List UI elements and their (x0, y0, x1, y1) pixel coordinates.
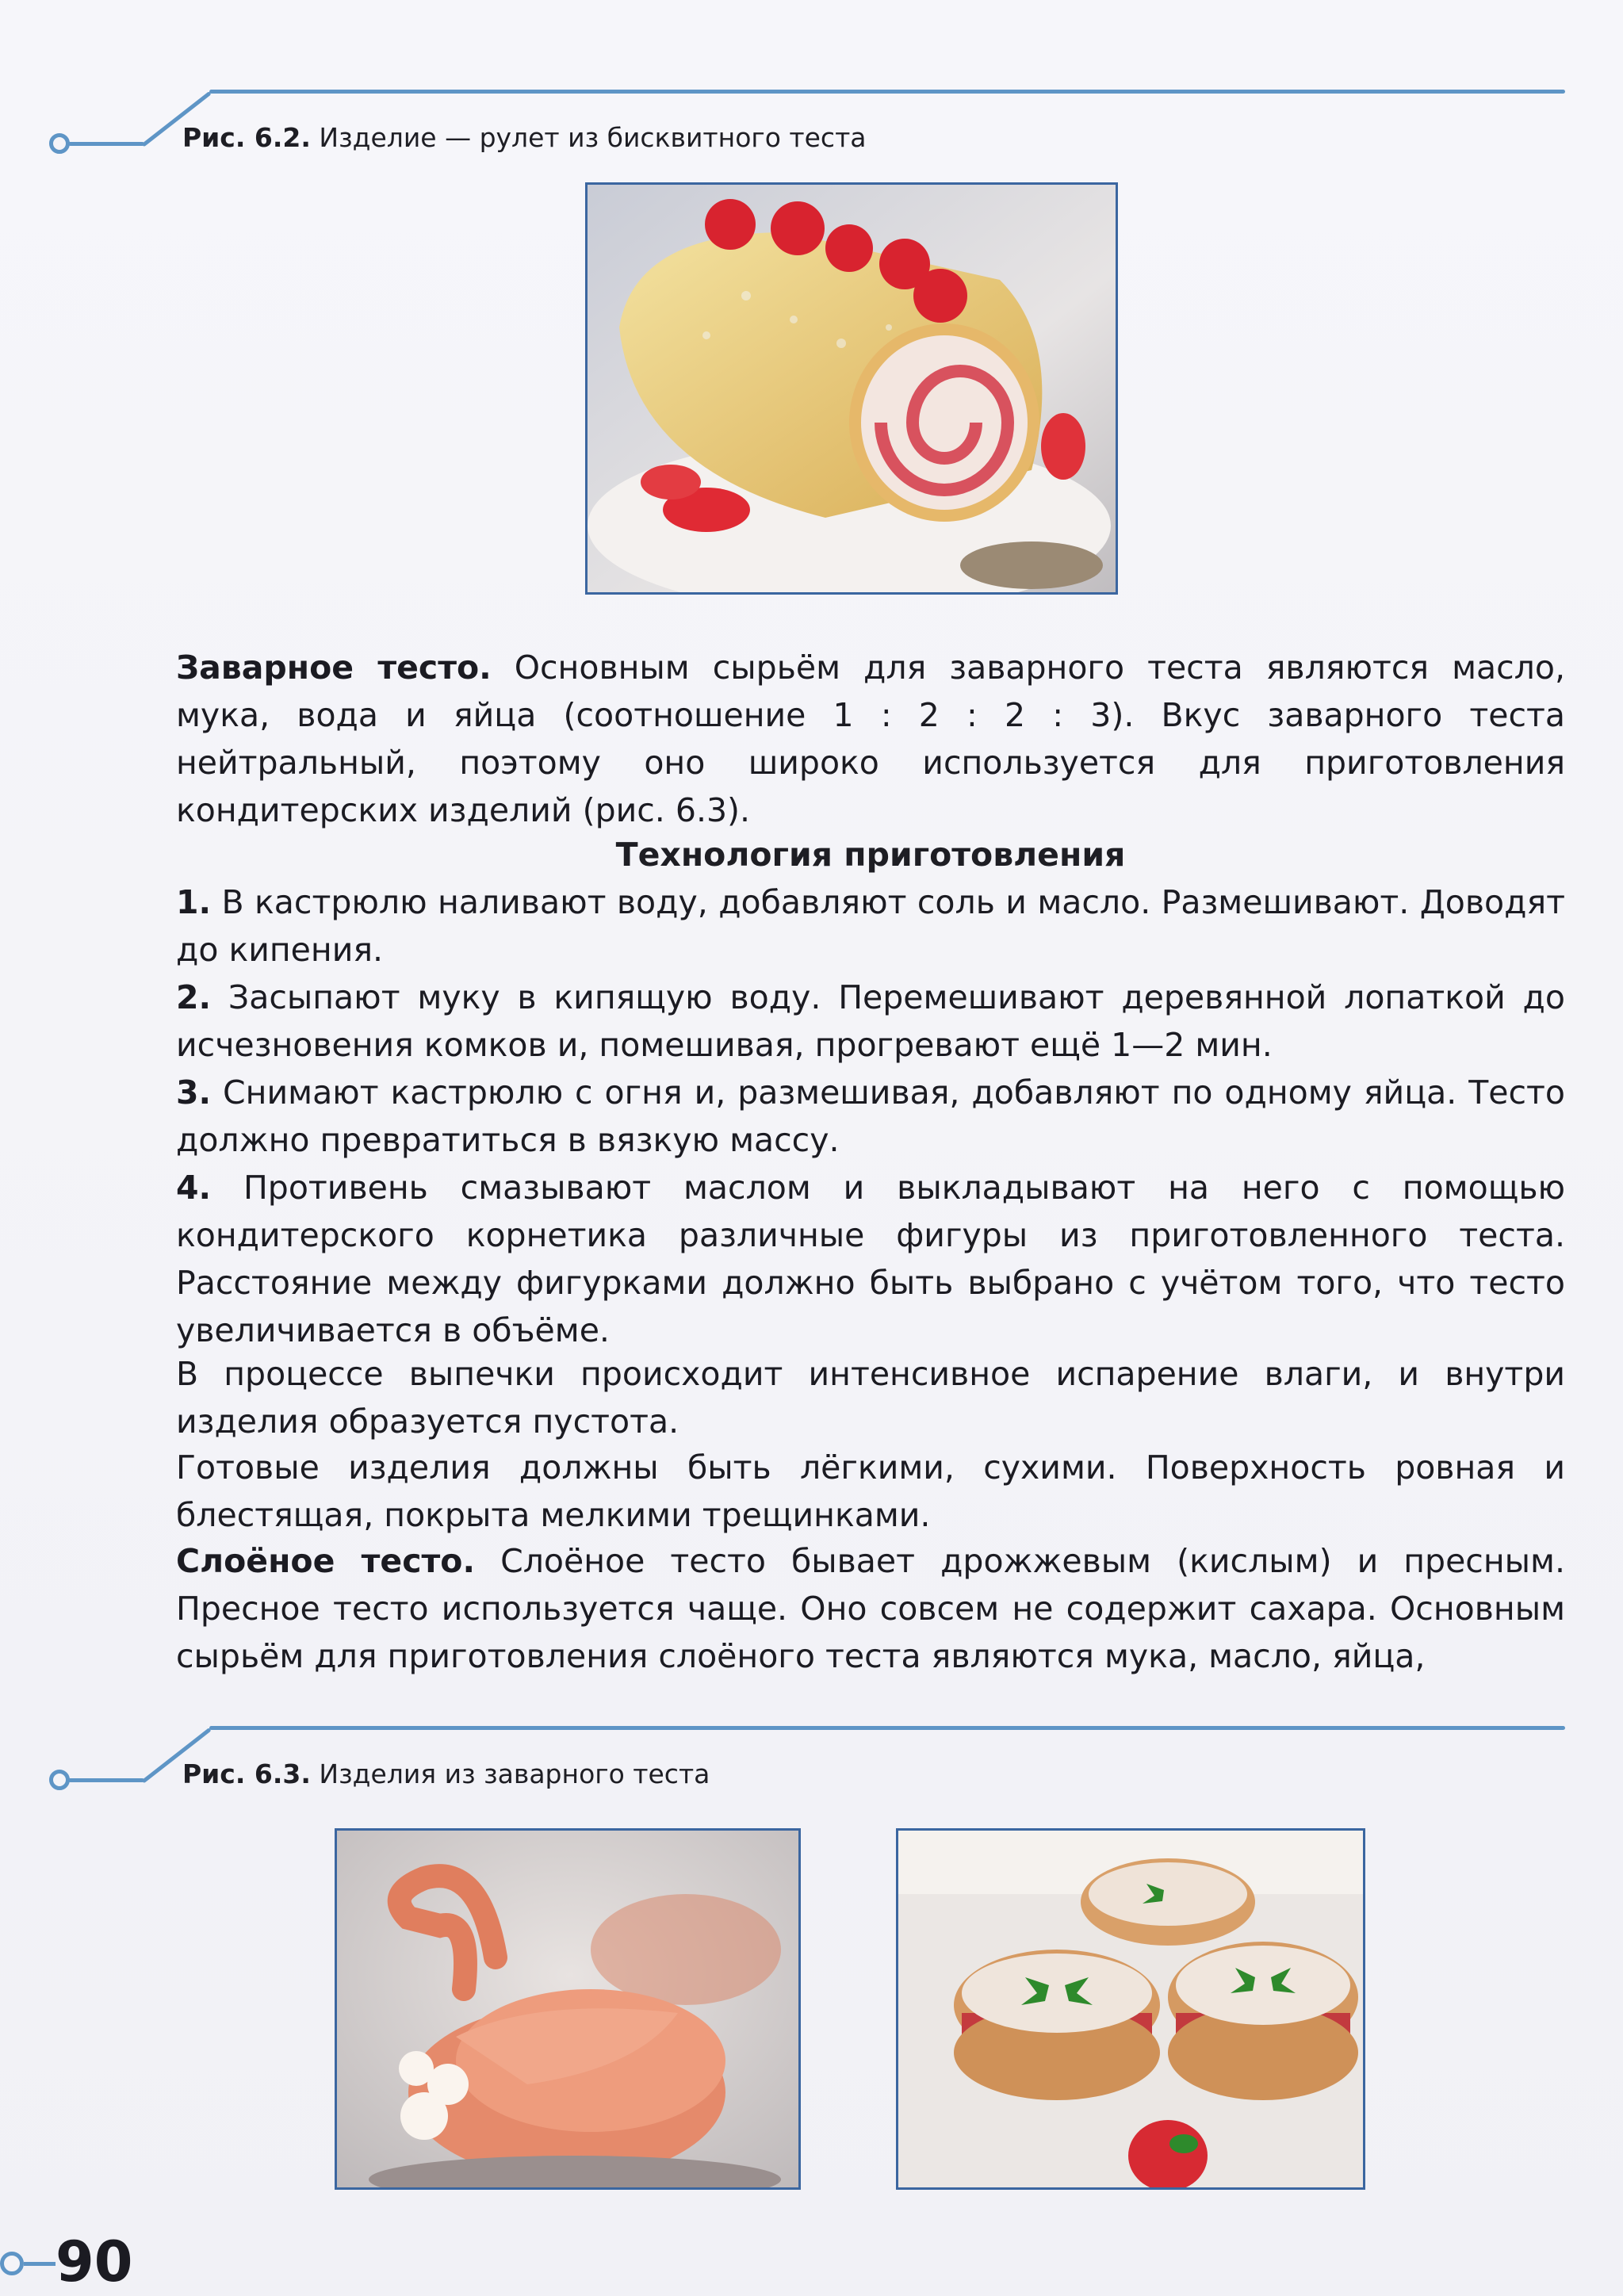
paragraph-baking (176, 1350, 1565, 1445)
rule-dot-top (49, 133, 70, 154)
paragraph-puff (176, 1537, 1565, 1680)
paragraph-text: Основным сырьём для заварного теста являются масло, мука, вода и яйца (соотношение 1 : 2 : 2 : 3). Вкус заварного теста нейтральный, поэтому оно широко используется для приготовления кондитерских изделий (рис. 6.3). (176, 649, 1566, 829)
paragraph-choux (176, 644, 1565, 834)
photo-choux-swans (335, 1828, 801, 2190)
paragraph-ready (176, 1444, 1565, 1539)
bleed-through-decoration (32, 32, 167, 349)
step-text: В кастрюлю наливают воду, добавляют соль и масло. Размешивают. Доводят до кипения. (176, 883, 1565, 969)
photo-choux-puffs (896, 1828, 1365, 2190)
choux-swans-illustration (337, 1831, 801, 2190)
step-4 (176, 1164, 1565, 1354)
photo-sponge-roll (585, 182, 1118, 595)
paragraph-lead: Слоёное тесто. (176, 1542, 476, 1580)
section-heading: Технология приготовления (615, 836, 1126, 874)
figure-label: Рис. 6.3. (182, 1758, 311, 1789)
rule-stub-bottom (68, 1778, 144, 1782)
step-2 (176, 974, 1565, 1069)
rule-stub-top (68, 142, 144, 146)
step-number: 3. (176, 1073, 212, 1112)
rule-line-top (209, 90, 1565, 94)
rule-line-bottom (209, 1726, 1565, 1730)
step-text: Засыпают муку в кипящую воду. Перемешивают деревянной лопаткой до исчезновения комков и, помешивая, прогревают ещё 1—2 мин. (176, 978, 1565, 1064)
page-number-dot (0, 2252, 24, 2275)
paragraph-text: В процессе выпечки происходит интенсивное испарение влаги, и внутри изделия образуется пустота. (176, 1355, 1565, 1441)
sponge-roll-illustration (588, 185, 1118, 595)
paragraph-text: Слоёное тесто бывает дрожжевым (кислым) и пресным. Пресное тесто используется чаще. Оно совсем не содержит сахара. Основным сырьём для приготовления слоёного теста являются мука, масло, яйца, (176, 1542, 1565, 1675)
step-text: Снимают кастрюлю с огня и, размешивая, добавляют по одному яйца. Тесто должно превратиться в вязкую массу. (176, 1073, 1565, 1159)
step-number: 4. (176, 1169, 212, 1207)
figure-caption-text: Изделие — рулет из бисквитного теста (319, 122, 867, 153)
choux-puffs-illustration (898, 1831, 1365, 2190)
step-3 (176, 1069, 1565, 1164)
rule-dot-bottom (49, 1770, 70, 1790)
paragraph-text: Готовые изделия должны быть лёгкими, сухими. Поверхность ровная и блестящая, покрыта мелкими трещинками. (176, 1448, 1565, 1534)
step-1 (176, 878, 1565, 974)
step-number: 2. (176, 978, 212, 1016)
figure-caption-text: Изделия из заварного теста (319, 1758, 710, 1789)
figure-caption-bottom (182, 1758, 710, 1789)
figure-label: Рис. 6.2. (182, 122, 311, 153)
page-number: 90 (56, 2229, 133, 2294)
figure-caption-top (182, 122, 867, 153)
page-number-line (24, 2262, 56, 2266)
step-number: 1. (176, 883, 212, 921)
step-text: Противень смазывают маслом и выкладывают на него с помощью кондитерского корнетика различные фигуры из приготовленного теста. Расстояние между фигурками должно быть выбрано с учётом того, что тесто увеличивается в объёме. (176, 1169, 1565, 1349)
paragraph-lead: Заварное тесто. (176, 649, 492, 687)
